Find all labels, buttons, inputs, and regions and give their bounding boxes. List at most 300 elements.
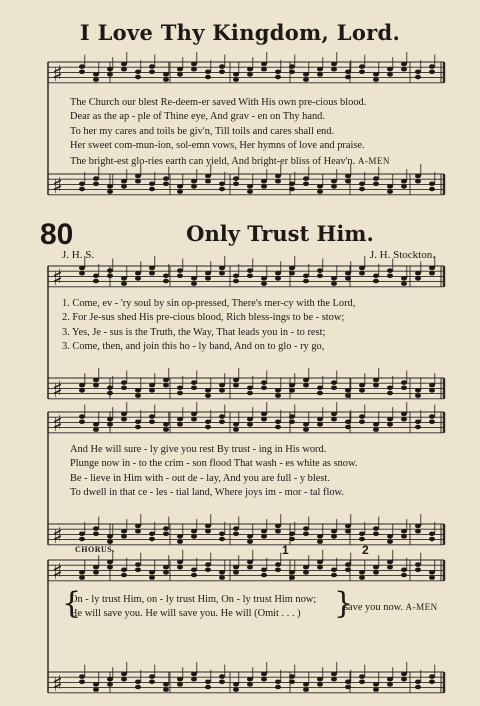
note-head (401, 529, 407, 534)
note-head (191, 281, 197, 286)
note-head (107, 677, 113, 682)
note-head (345, 276, 351, 281)
note-head (219, 383, 225, 388)
note-head (359, 182, 365, 187)
note-head (121, 568, 127, 573)
note-head (317, 72, 323, 77)
clef-icon: ♯ (52, 559, 63, 585)
note-head (107, 274, 113, 279)
note-head (359, 187, 365, 192)
note-head (303, 176, 309, 181)
note-head (205, 680, 211, 685)
hymn-title: I Love Thy Kingdom, Lord. (79, 20, 401, 45)
note-head (93, 682, 99, 687)
note-head (121, 672, 127, 677)
note-head (289, 414, 295, 419)
note-head (429, 383, 435, 388)
note-head (205, 562, 211, 567)
note-head (191, 184, 197, 189)
note-head (429, 537, 435, 542)
clef-icon: ♯ (52, 377, 63, 403)
note-head (275, 425, 281, 430)
lyric-line (70, 154, 460, 169)
note-head (177, 677, 183, 682)
note-head (317, 274, 323, 279)
note-head (163, 378, 169, 383)
note-head (317, 189, 323, 194)
note-head (205, 174, 211, 179)
note-head (247, 391, 253, 396)
note-head (135, 425, 141, 430)
note-head (233, 526, 239, 531)
note-head (79, 420, 85, 425)
note-head (303, 570, 309, 575)
note-head (107, 682, 113, 687)
note-head (387, 268, 393, 273)
note-head (121, 179, 127, 184)
note-head (79, 383, 85, 388)
note-head (359, 414, 365, 419)
note-head (387, 677, 393, 682)
note-head (135, 271, 141, 276)
note-head (205, 529, 211, 534)
note-head (149, 388, 155, 393)
note-head (191, 568, 197, 573)
note-head (233, 687, 239, 692)
note-head (289, 64, 295, 69)
note-head (233, 427, 239, 432)
note-head (345, 562, 351, 567)
amen-label: A-MEN (405, 602, 438, 612)
note-head (93, 279, 99, 284)
note-head (79, 70, 85, 75)
note-head (121, 276, 127, 281)
note-head (429, 680, 435, 685)
note-head (275, 75, 281, 80)
note-head (149, 680, 155, 685)
note-head (261, 677, 267, 682)
note-head (429, 420, 435, 425)
note-head (163, 383, 169, 388)
note-head (387, 422, 393, 427)
note-head (247, 565, 253, 570)
note-head (135, 568, 141, 573)
note-head (233, 279, 239, 284)
note-head (261, 573, 267, 578)
note-head (121, 380, 127, 385)
note-head (233, 378, 239, 383)
note-head (429, 570, 435, 575)
note-head (261, 672, 267, 677)
note-head (415, 568, 421, 573)
note-head (107, 189, 113, 194)
volta-second-ending: 2 (362, 543, 369, 557)
note-head (247, 422, 253, 427)
note-head (177, 539, 183, 544)
note-head (135, 276, 141, 281)
note-head (415, 388, 421, 393)
note-head (373, 77, 379, 82)
note-head (261, 184, 267, 189)
note-head (373, 687, 379, 692)
note-head (303, 182, 309, 187)
note-head (317, 386, 323, 391)
note-head (373, 570, 379, 575)
note-head (345, 393, 351, 398)
note-head (289, 420, 295, 425)
note-head (79, 266, 85, 271)
amen-label: A-MEN (357, 155, 390, 166)
note-head (275, 562, 281, 567)
clef-icon: ♯ (52, 411, 63, 437)
note-head (261, 276, 267, 281)
note-head (387, 682, 393, 687)
note-head (359, 271, 365, 276)
note-head (387, 534, 393, 539)
note-head (387, 560, 393, 565)
note-head (121, 417, 127, 422)
note-head (415, 276, 421, 281)
note-head (135, 680, 141, 685)
note-head (415, 271, 421, 276)
note-head (373, 72, 379, 77)
note-head (247, 560, 253, 565)
note-head (275, 680, 281, 685)
verse-lyrics-b (70, 443, 460, 501)
note-head (233, 570, 239, 575)
note-head (387, 565, 393, 570)
note-head (205, 568, 211, 573)
note-head (149, 570, 155, 575)
note-head (303, 378, 309, 383)
note-head (317, 268, 323, 273)
clef-icon: ♯ (52, 671, 63, 697)
note-head (93, 570, 99, 575)
note-head (219, 187, 225, 192)
note-head (289, 182, 295, 187)
note-head (275, 276, 281, 281)
note-head (387, 67, 393, 72)
note-head (359, 570, 365, 575)
note-head (177, 422, 183, 427)
note-head (261, 568, 267, 573)
note-head (121, 529, 127, 534)
note-head (331, 672, 337, 677)
note-head (359, 388, 365, 393)
note-head (317, 67, 323, 72)
note-head (107, 422, 113, 427)
note-head (93, 422, 99, 427)
note-head (219, 420, 225, 425)
note-head (401, 62, 407, 67)
note-head (163, 422, 169, 427)
note-head (387, 386, 393, 391)
note-head (247, 189, 253, 194)
note-head (331, 529, 337, 534)
clef-icon: ♯ (52, 523, 63, 549)
chorus-label: CHORUS. (75, 545, 115, 554)
note-head (247, 682, 253, 687)
note-head (121, 184, 127, 189)
note-head (135, 174, 141, 179)
note-head (135, 529, 141, 534)
note-head (359, 674, 365, 679)
note-head (345, 174, 351, 179)
note-head (149, 674, 155, 679)
note-head (275, 524, 281, 529)
note-head (79, 187, 85, 192)
note-head (177, 268, 183, 273)
note-head (331, 281, 337, 286)
note-head (205, 420, 211, 425)
note-head (303, 279, 309, 284)
lyric-line: Be - lieve in Him with - out de - lay, And you are full - y blest. (70, 472, 330, 484)
note-head (177, 189, 183, 194)
note-head (247, 274, 253, 279)
note-head (149, 187, 155, 192)
note-head (79, 388, 85, 393)
note-head (93, 176, 99, 181)
note-head (191, 534, 197, 539)
note-head (345, 685, 351, 690)
note-head (191, 62, 197, 67)
note-head (107, 72, 113, 77)
note-head (345, 70, 351, 75)
note-head (149, 575, 155, 580)
note-head (107, 417, 113, 422)
note-head (233, 682, 239, 687)
note-head (373, 279, 379, 284)
note-head (429, 182, 435, 187)
note-head (331, 573, 337, 578)
note-head (205, 425, 211, 430)
note-head (345, 271, 351, 276)
note-head (107, 391, 113, 396)
hymn-title: Only Trust Him. (186, 221, 374, 246)
note-head (107, 560, 113, 565)
note-head (177, 386, 183, 391)
note-head (345, 425, 351, 430)
note-head (331, 184, 337, 189)
note-head (401, 412, 407, 417)
note-head (219, 570, 225, 575)
note-head (79, 64, 85, 69)
note-head (289, 532, 295, 537)
note-head (233, 565, 239, 570)
note-head (289, 266, 295, 271)
lyric-line: The Church our blest Re-deem-er saved With His own pre-cious blood. (70, 97, 367, 108)
note-head (331, 677, 337, 682)
note-head (415, 680, 421, 685)
note-head (261, 534, 267, 539)
note-head (415, 685, 421, 690)
lyric-line: Her sweet com-mun-ion, sol-emn vows, Her hymns of love and praise. (70, 140, 365, 152)
note-head (163, 532, 169, 537)
note-head (415, 174, 421, 179)
note-head (261, 529, 267, 534)
note-head (93, 274, 99, 279)
note-head (219, 64, 225, 69)
note-head (191, 412, 197, 417)
author-credit: J. H. S. (62, 249, 95, 261)
note-head (233, 176, 239, 181)
note-head (373, 378, 379, 383)
note-head (289, 680, 295, 685)
note-head (233, 383, 239, 388)
note-head (275, 685, 281, 690)
note-head (177, 534, 183, 539)
note-head (373, 422, 379, 427)
note-head (121, 412, 127, 417)
note-head (261, 62, 267, 67)
lyric-line: 3. Come, then, and join this ho - ly band, And on to glo - ry go, (62, 341, 325, 353)
note-head (177, 565, 183, 570)
note-head (317, 539, 323, 544)
note-head (317, 417, 323, 422)
note-head (163, 279, 169, 284)
note-head (93, 532, 99, 537)
note-head (121, 62, 127, 67)
lyric-text: save you now. (344, 602, 404, 613)
note-head (415, 75, 421, 80)
note-head (121, 386, 127, 391)
note-head (261, 417, 267, 422)
note-head (261, 386, 267, 391)
note-head (289, 674, 295, 679)
composer-credit: J. H. Stockton. (369, 249, 435, 261)
lyric-line: Dear as the ap - ple of Thine eye, And grav - en on Thy hand. (70, 111, 325, 123)
note-head (275, 388, 281, 393)
lyric-line: Plunge now in - to the crim - son flood That wash - es white as snow. (70, 458, 358, 470)
note-head (205, 276, 211, 281)
note-head (219, 70, 225, 75)
note-head (303, 72, 309, 77)
note-head (359, 680, 365, 685)
note-head (261, 179, 267, 184)
note-head (107, 268, 113, 273)
note-head (359, 383, 365, 388)
note-head (247, 417, 253, 422)
note-head (219, 532, 225, 537)
note-head (163, 570, 169, 575)
note-head (219, 271, 225, 276)
lyric-text: The bright-est glo-ries earth can yield, And bright-er bliss of Heav'n. (70, 155, 356, 167)
note-head (163, 687, 169, 692)
note-head (177, 274, 183, 279)
verse-lyrics-a (62, 297, 452, 355)
note-head (205, 388, 211, 393)
note-head (163, 182, 169, 187)
note-head (163, 77, 169, 82)
note-head (233, 72, 239, 77)
note-head (401, 184, 407, 189)
note-head (387, 184, 393, 189)
note-head (429, 414, 435, 419)
note-head (79, 532, 85, 537)
note-head (233, 532, 239, 537)
note-head (303, 383, 309, 388)
note-head (289, 383, 295, 388)
note-head (93, 72, 99, 77)
note-head (317, 677, 323, 682)
note-head (149, 532, 155, 537)
note-head (289, 575, 295, 580)
chorus-ending (344, 600, 464, 615)
lyric-line: On - ly trust Him, on - ly trust Him, On - ly trust Him now; (70, 594, 317, 605)
note-head (359, 64, 365, 69)
note-head (373, 427, 379, 432)
note-head (317, 391, 323, 396)
note-head (135, 685, 141, 690)
note-head (373, 565, 379, 570)
note-head (289, 537, 295, 542)
note-head (415, 179, 421, 184)
note-head (163, 565, 169, 570)
note-head (121, 281, 127, 286)
note-head (275, 420, 281, 425)
note-head (149, 414, 155, 419)
note-head (387, 189, 393, 194)
note-head (275, 529, 281, 534)
note-head (247, 534, 253, 539)
note-head (401, 281, 407, 286)
note-head (387, 539, 393, 544)
note-head (289, 271, 295, 276)
note-head (135, 179, 141, 184)
note-head (275, 174, 281, 179)
note-head (401, 179, 407, 184)
note-head (191, 179, 197, 184)
note-head (219, 537, 225, 542)
note-head (429, 187, 435, 192)
note-head (345, 524, 351, 529)
note-head (261, 67, 267, 72)
note-head (331, 179, 337, 184)
note-head (79, 570, 85, 575)
note-head (205, 524, 211, 529)
note-head (135, 75, 141, 80)
note-head (163, 526, 169, 531)
note-head (387, 391, 393, 396)
note-head (429, 266, 435, 271)
note-head (387, 417, 393, 422)
right-brace-icon: } (334, 586, 354, 621)
note-head (415, 562, 421, 567)
note-head (345, 680, 351, 685)
lyric-line: 1. Come, ev - 'ry soul by sin op-pressed, There's mer-cy with the Lord, (62, 298, 356, 309)
note-head (205, 70, 211, 75)
note-head (107, 386, 113, 391)
note-head (135, 562, 141, 567)
note-head (359, 537, 365, 542)
note-head (331, 412, 337, 417)
note-head (303, 687, 309, 692)
note-head (261, 380, 267, 385)
note-head (373, 176, 379, 181)
note-head (331, 67, 337, 72)
note-head (191, 672, 197, 677)
note-head (205, 179, 211, 184)
note-head (121, 677, 127, 682)
note-head (79, 537, 85, 542)
note-head (303, 422, 309, 427)
note-head (177, 417, 183, 422)
note-head (205, 685, 211, 690)
note-head (289, 570, 295, 575)
note-head (345, 388, 351, 393)
note-head (233, 422, 239, 427)
lyric-line: And He will sure - ly give you rest By trust - ing in His word. (70, 444, 327, 455)
